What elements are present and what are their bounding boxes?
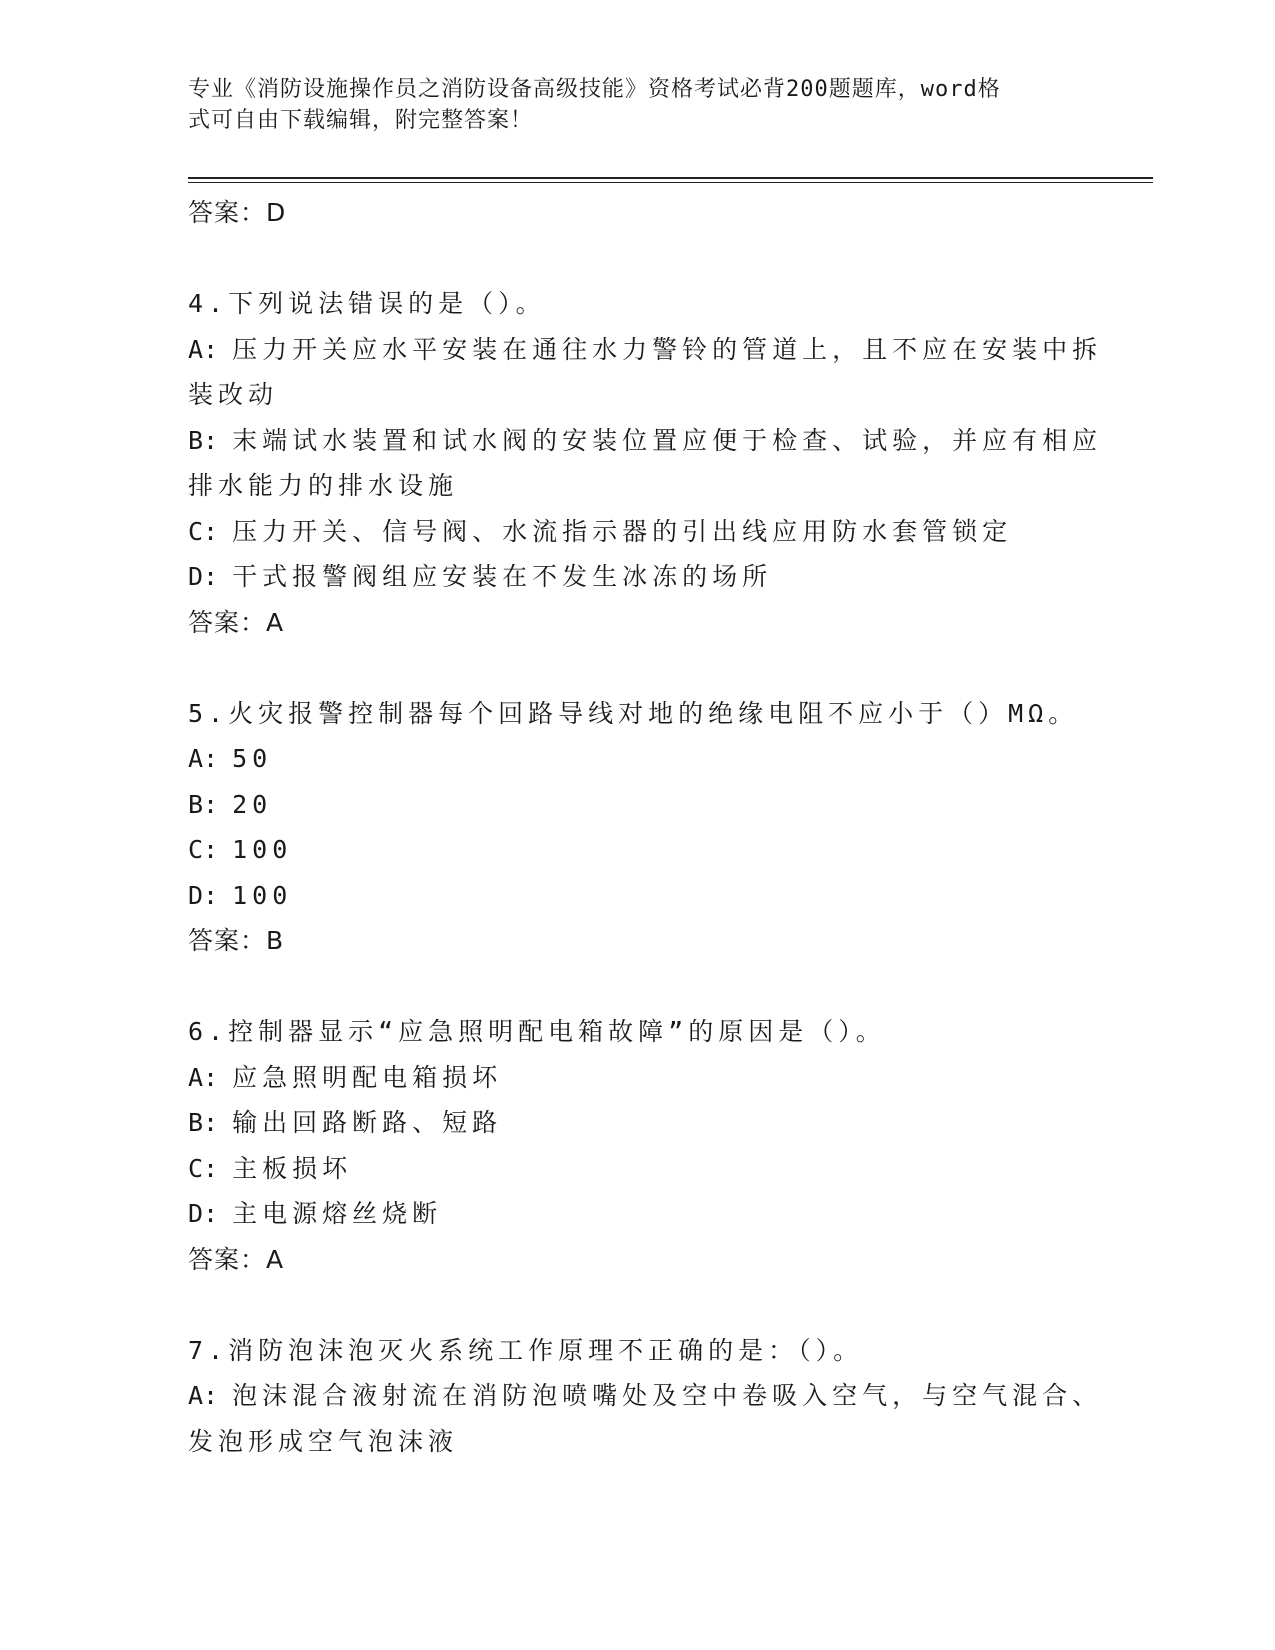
option-text: 压力开关应水平安装在通往水力警铃的管道上，且不应在安装中拆 <box>232 334 1103 364</box>
option-label: B: <box>188 1108 219 1137</box>
question-block <box>188 1009 1088 1282</box>
option-label: A: <box>188 1062 219 1092</box>
option-text: 泡沫混合液射流在消防泡喷嘴处及空中卷吸入空气，与空气混合、 <box>232 1381 1103 1410</box>
option-text: 排水能力的排水设施 <box>188 471 459 500</box>
option-text: 输出回路断路、短路 <box>232 1108 503 1137</box>
option-line <box>188 1419 1088 1465</box>
header-line-2: 式可自由下载编辑，附完整答案！ <box>188 108 534 133</box>
option-label: C: <box>188 835 219 864</box>
option-text: 主板损坏 <box>232 1153 353 1183</box>
option-line <box>188 327 1103 373</box>
option-text: 100 <box>232 880 293 910</box>
question-text: 7.消防泡沫泡灭火系统工作原理不正确的是：（）。 <box>188 1335 864 1365</box>
question-text: 4.下列说法错误的是（）。 <box>188 289 546 318</box>
header-divider-thin <box>188 182 1153 183</box>
option-text: 发泡形成空气泡沫液 <box>188 1426 459 1456</box>
question-block <box>188 190 1088 236</box>
option-line <box>188 463 1088 509</box>
answer-line: 答案：D <box>188 198 287 227</box>
option-label: A: <box>188 1381 219 1410</box>
option-line <box>188 554 1088 600</box>
header-divider-thick <box>188 177 1153 179</box>
option-text: 20 <box>232 789 273 819</box>
option-label: B: <box>188 425 219 455</box>
question-text: 6.控制器显示“应急照明配电箱故障”的原因是（）。 <box>188 1017 886 1046</box>
option-line <box>188 1055 1088 1101</box>
block-spacer <box>188 964 1088 1010</box>
question-list <box>188 190 1103 1464</box>
question-text: 5.火灾报警控制器每个回路导线对地的绝缘电阻不应小于（）MΩ。 <box>188 698 1079 728</box>
question-block <box>188 691 1088 964</box>
option-line <box>188 782 1088 828</box>
block-spacer <box>188 645 1088 691</box>
question-block <box>188 281 1103 645</box>
document-header <box>188 74 1068 136</box>
block-spacer <box>188 236 1088 282</box>
answer-line: 答案：A <box>188 1244 285 1274</box>
option-line <box>188 827 1088 873</box>
answer-line: 答案：A <box>188 607 285 637</box>
option-label: B: <box>188 789 219 819</box>
option-line <box>188 1146 1088 1192</box>
option-text: 末端试水装置和试水阀的安装位置应便于检查、试验，并应有相应 <box>232 425 1103 455</box>
option-label: C: <box>188 1153 219 1183</box>
option-label: C: <box>188 516 219 546</box>
option-text: 主电源熔丝烧断 <box>232 1199 443 1228</box>
option-text: 装改动 <box>188 380 279 409</box>
option-line <box>188 1373 1103 1419</box>
block-spacer <box>188 1282 1088 1328</box>
header-line-1: 专业《消防设施操作员之消防设备高级技能》资格考试必背200题题库，word格 <box>188 77 1001 102</box>
answer-line: 答案：B <box>188 926 285 955</box>
option-label: D: <box>188 562 219 591</box>
option-line <box>188 372 1088 418</box>
option-text: 50 <box>232 744 273 773</box>
option-line <box>188 873 1088 919</box>
option-text: 压力开关、信号阀、水流指示器的引出线应用防水套管锁定 <box>232 516 1013 546</box>
question-block <box>188 1328 1103 1465</box>
option-line <box>188 1100 1088 1146</box>
option-text: 应急照明配电箱损坏 <box>232 1062 503 1092</box>
option-text: 100 <box>232 835 293 864</box>
option-label: D: <box>188 1199 219 1228</box>
option-text: 干式报警阀组应安装在不发生冰冻的场所 <box>232 562 773 591</box>
option-line <box>188 1191 1088 1237</box>
option-line <box>188 509 1088 555</box>
option-label: A: <box>188 334 219 364</box>
option-line <box>188 736 1088 782</box>
option-label: A: <box>188 744 219 773</box>
option-line <box>188 418 1103 464</box>
option-label: D: <box>188 880 219 910</box>
